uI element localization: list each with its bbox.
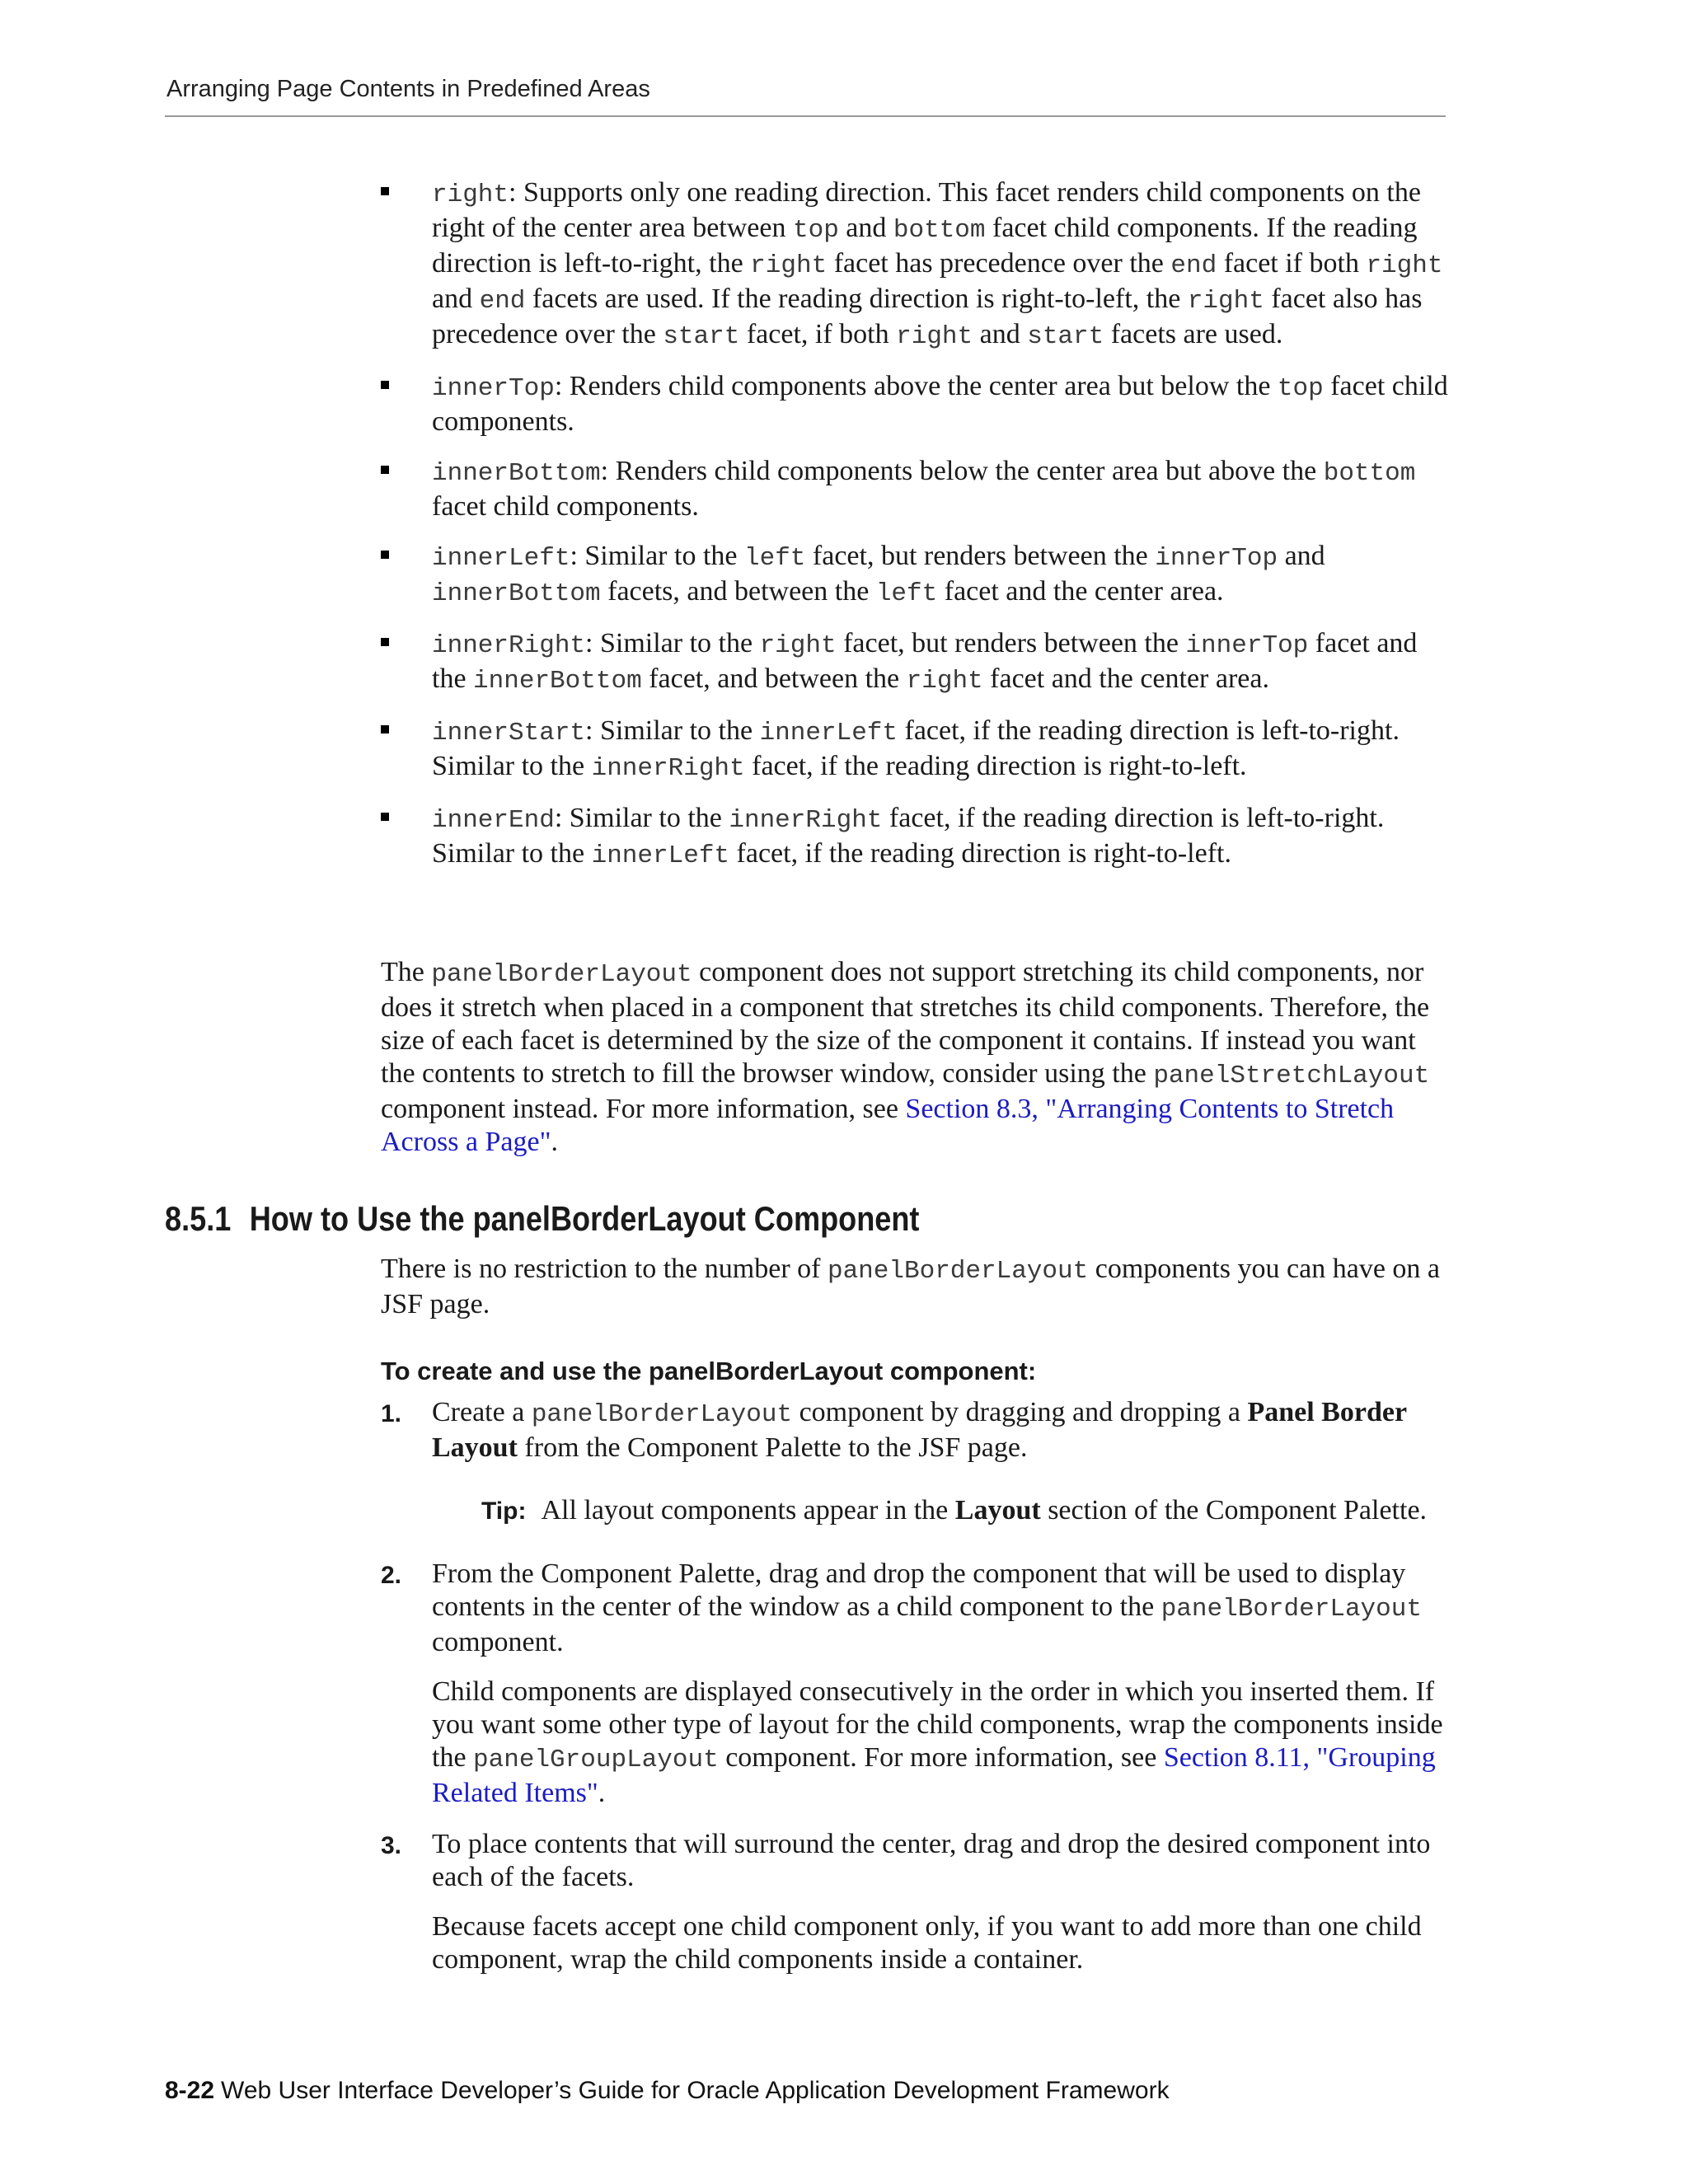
step-text: From the Component Palette, drag and drop the component that will be used to display contents in the center of the window as a child component to the panelBorderLayout component. xyxy=(432,1558,1422,1657)
tip-text: All layout components appear in the Layout section of the Component Palette. xyxy=(541,1495,1428,1526)
code-term: right xyxy=(1187,287,1264,316)
stretch-paragraph: The panelBorderLayout component does not support stretching its child components, nor does it stretch when placed in a component that stretches its child components. Therefore, the size of each facet is determined by the size of the component it contains. If instead you want the contents to stretch to fill the browser window, consider using the panelStretchLayout component instead. For more information, see Section 8.3, "Arranging Contents to Stretch Across a Page". xyxy=(381,957,1430,1157)
procedure-step xyxy=(381,1558,1452,1810)
bullet-item xyxy=(381,540,1452,611)
procedure-heading: To create and use the panelBorderLayout component: xyxy=(381,1357,1037,1385)
facet-term: innerBottom xyxy=(432,459,601,488)
code-term: innerLeft xyxy=(759,719,898,748)
code-term: panelBorderLayout xyxy=(827,1257,1089,1286)
bullet-square-icon xyxy=(381,466,389,474)
intro-paragraph: There is no restriction to the number of panelBorderLayout components you can have on a JSF page. xyxy=(381,1254,1440,1319)
facet-bullet-list xyxy=(381,176,1452,889)
bullet-description: : Renders child components below the center area but above the bottom facet child components. xyxy=(432,456,1416,522)
code-term: end xyxy=(1170,251,1217,280)
tip-note xyxy=(481,1494,1452,1528)
code-term: innerTop xyxy=(1185,631,1309,660)
code-term: right xyxy=(906,667,983,696)
code-term: bottom xyxy=(893,216,986,245)
facet-term: innerLeft xyxy=(432,544,570,573)
code-term: left xyxy=(743,544,806,573)
bullet-description: : Supports only one reading direction. This facet renders child components on the right of the center area between top and bottom facet child components. If the reading direction is left-to-right, the right facet has precedence over the end facet if both right and end facets are used. If the reading direction is right-to-left, the right facet also has precedence over the start facet, if both right and start facets are used. xyxy=(432,177,1443,351)
bullet-square-icon xyxy=(381,551,389,559)
code-term: end xyxy=(479,287,526,316)
code-term: top xyxy=(792,216,839,245)
code-term: top xyxy=(1277,374,1324,403)
step-text: To place contents that will surround the center, drag and drop the desired component into each of the facets. xyxy=(432,1829,1431,1892)
procedure-step xyxy=(381,1396,1452,1528)
page-number: 8-22 xyxy=(165,2077,215,2104)
step-number: 3. xyxy=(381,1832,402,1859)
code-term: innerBottom xyxy=(432,579,601,608)
facet-term: right xyxy=(432,180,509,209)
code-term: left xyxy=(875,579,938,608)
code-term: innerBottom xyxy=(473,667,642,696)
bullet-description: : Similar to the innerRight facet, if the reading direction is left-to-right. Similar to the innerLeft facet, if the reading direction is right-to-left. xyxy=(432,803,1385,870)
step-number: 1. xyxy=(381,1400,402,1427)
step-text: Create a panelBorderLayout component by dragging and dropping a Panel Border Layout from the Component Palette to the JSF page. xyxy=(432,1397,1407,1463)
bullet-square-icon xyxy=(381,187,389,195)
facet-term: innerTop xyxy=(432,374,555,403)
bullet-item xyxy=(381,176,1452,354)
facet-term: innerStart xyxy=(432,719,586,748)
bullet-square-icon xyxy=(381,725,389,733)
cross-reference-link[interactable]: Section 8.3, "Arranging Contents to Stretch Across a Page" xyxy=(381,1094,1395,1157)
code-term: innerRight xyxy=(591,754,745,783)
section-title: How to Use the panelBorderLayout Component xyxy=(249,1199,920,1238)
facet-term: innerEnd xyxy=(432,806,555,835)
code-term: start xyxy=(663,322,740,351)
code-term: panelGroupLayout xyxy=(473,1746,719,1774)
code-term: right xyxy=(1366,251,1443,280)
ui-term-bold: Panel Border Layout xyxy=(432,1397,1407,1463)
code-term: panelStretchLayout xyxy=(1153,1062,1430,1090)
code-term: panelBorderLayout xyxy=(431,960,692,989)
page-footer xyxy=(165,2077,1170,2105)
bullet-square-icon xyxy=(381,381,389,389)
code-term: panelBorderLayout xyxy=(1160,1595,1422,1624)
step-number: 2. xyxy=(381,1562,402,1589)
bullet-item xyxy=(381,455,1452,523)
code-term: innerTop xyxy=(1155,544,1278,573)
bullet-square-icon xyxy=(381,813,389,821)
cross-reference-link[interactable]: Section 8.11, "Grouping Related Items" xyxy=(432,1742,1436,1808)
bullet-description: : Similar to the left facet, but renders between the innerTop and innerBottom facets, and between the left facet and the center area. xyxy=(432,541,1325,608)
bullet-item xyxy=(381,370,1452,438)
running-header: Arranging Page Contents in Predefined Areas xyxy=(166,76,650,102)
code-term: right xyxy=(750,251,828,280)
code-term: right xyxy=(759,631,837,660)
code-term: right xyxy=(896,322,973,351)
step-followup: Child components are displayed consecutively in the order in which you inserted them. If you want some other type of layout for the child components, wrap the components inside the panelGroupLayout component. For more information, see Section 8.11, "Grouping Related Items". xyxy=(432,1676,1443,1808)
ui-term-bold: Layout xyxy=(954,1495,1041,1526)
facet-term: innerRight xyxy=(432,631,586,660)
code-term: start xyxy=(1027,322,1104,351)
bullet-square-icon xyxy=(381,638,389,646)
bullet-item xyxy=(381,627,1452,698)
section-heading xyxy=(165,1199,919,1239)
procedure-steps xyxy=(381,1396,1452,1994)
bullet-description: : Renders child components above the center area but below the top facet child components. xyxy=(432,371,1448,437)
header-rule xyxy=(165,115,1446,117)
book-title: Web User Interface Developer’s Guide for Oracle Application Development Framework xyxy=(221,2077,1170,2104)
code-term: innerRight xyxy=(729,806,883,835)
tip-label: Tip: xyxy=(481,1497,527,1525)
bullet-description: : Similar to the right facet, but renders between the innerTop facet and the innerBottom facet, and between the right facet and the center area. xyxy=(432,628,1418,696)
code-term: bottom xyxy=(1323,459,1416,488)
code-term: panelBorderLayout xyxy=(531,1400,793,1429)
bullet-description: : Similar to the innerLeft facet, if the reading direction is left-to-right. Similar to the innerRight facet, if the reading direction is right-to-left. xyxy=(432,715,1400,783)
bullet-item xyxy=(381,715,1452,785)
procedure-step xyxy=(381,1828,1452,1976)
section-number: 8.5.1 xyxy=(165,1199,232,1238)
bullet-item xyxy=(381,802,1452,873)
code-term: innerLeft xyxy=(591,841,730,870)
step-followup: Because facets accept one child component only, if you want to add more than one child component, wrap the child components inside a container. xyxy=(432,1911,1422,1975)
